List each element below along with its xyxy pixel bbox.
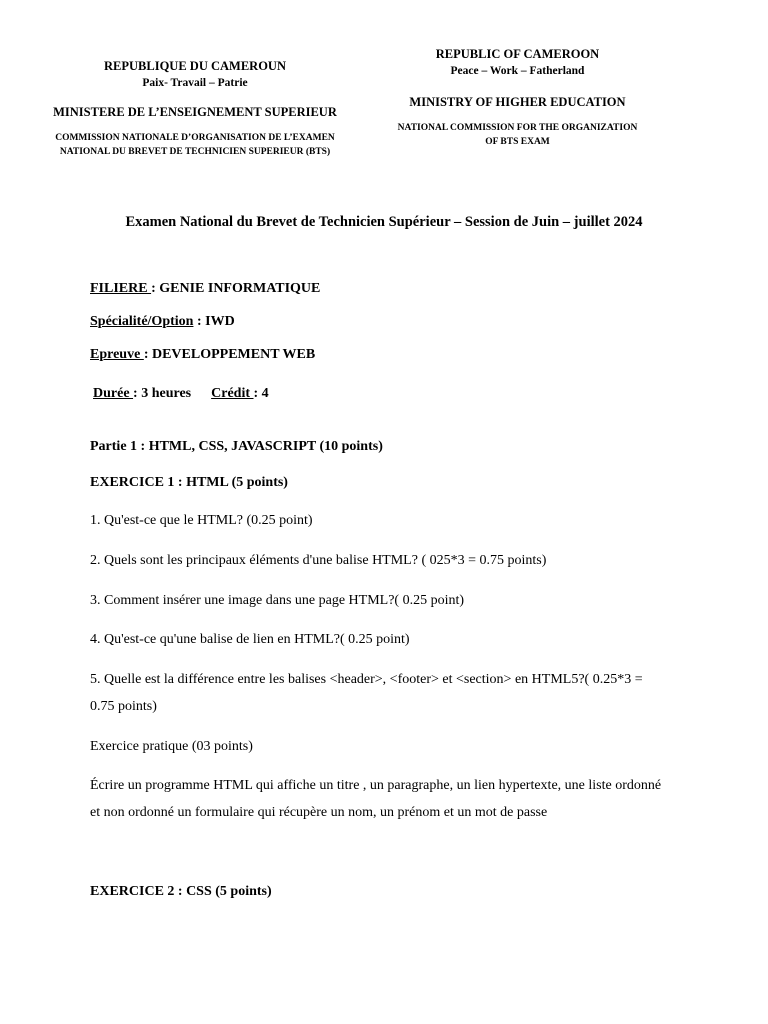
specialite-value: : IWD [193, 314, 235, 329]
duree-credit-line [93, 384, 269, 404]
credit-value: : 4 [253, 386, 269, 401]
epreuve-label: Epreuve [90, 347, 144, 362]
exercice2-title: EXERCICE 2 : CSS (5 points) [90, 884, 272, 899]
exercice1-question-2: 2. Quels sont les principaux éléments d'une balise HTML? ( 025*3 = 0.75 points) [90, 553, 547, 568]
epreuve-line [90, 345, 315, 365]
header-en-ministry: MINISTRY OF HIGHER EDUCATION [409, 95, 626, 109]
header-fr-country: REPUBLIQUE DU CAMEROUN [104, 59, 286, 73]
header-en-commission-line1: NATIONAL COMMISSION FOR THE ORGANIZATION [397, 123, 638, 133]
exam-title: Examen National du Brevet de Technicien Supérieur – Session de Juin – juillet 2024 [125, 214, 643, 230]
specialite-line [90, 312, 235, 332]
filiere-label: FILIERE [90, 281, 152, 296]
filiere-value: : GENIE INFORMATIQUE [151, 281, 321, 296]
specialite-label: Spécialité/Option [90, 314, 194, 329]
header-french [40, 58, 350, 159]
header-fr-ministry: MINISTERE DE L’ENSEIGNEMENT SUPERIEUR [53, 105, 337, 119]
exercice1-question-4: 4. Qu'est-ce qu'une balise de lien en HTML?( 0.25 point) [90, 632, 410, 647]
header-fr-commission-line2: NATIONAL DU BREVET DE TECHNICIEN SUPERIEUR (BTS) [59, 146, 331, 157]
header-en-motto: Peace – Work – Fatherland [450, 65, 585, 77]
header-en-commission-line2: OF BTS EXAM [485, 136, 550, 147]
exercice1-question-1: 1. Qu'est-ce que le HTML? (0.25 point) [90, 513, 313, 528]
duree-label: Durée [93, 386, 134, 401]
exercice-pratique-title: Exercice pratique (03 points) [90, 739, 253, 754]
epreuve-value: : DEVELOPPEMENT WEB [143, 347, 316, 362]
exercice1-question-3: 3. Comment insérer une image dans une page HTML?( 0.25 point) [90, 593, 465, 608]
partie1-title: Partie 1 : HTML, CSS, JAVASCRIPT (10 points) [90, 439, 383, 454]
header-fr-motto: Paix- Travail – Patrie [142, 77, 248, 89]
credit-label: Crédit [211, 386, 254, 401]
duree-value: : 3 heures [133, 386, 192, 401]
header-fr-commission-line1: COMMISSION NATIONALE D’ORGANISATION DE L’EXAMEN [55, 133, 335, 143]
exercice-pratique-text: Écrire un programme HTML qui affiche un titre , un paragraphe, un lien hypertexte, une liste ordonné et non ordonné un formulaire qui récupère un nom, un prénom et un mot de passe [90, 778, 662, 820]
exercice1-question-5: 5. Quelle est la différence entre les balises <header>, <footer> et <section> en HTML5?( 0.25*3 = 0.75 points) [90, 672, 643, 714]
filiere-line [90, 279, 320, 299]
exercice1-title: EXERCICE 1 : HTML (5 points) [90, 475, 288, 490]
header-en-country: REPUBLIC OF CAMEROON [435, 47, 600, 61]
header-english [380, 46, 655, 149]
